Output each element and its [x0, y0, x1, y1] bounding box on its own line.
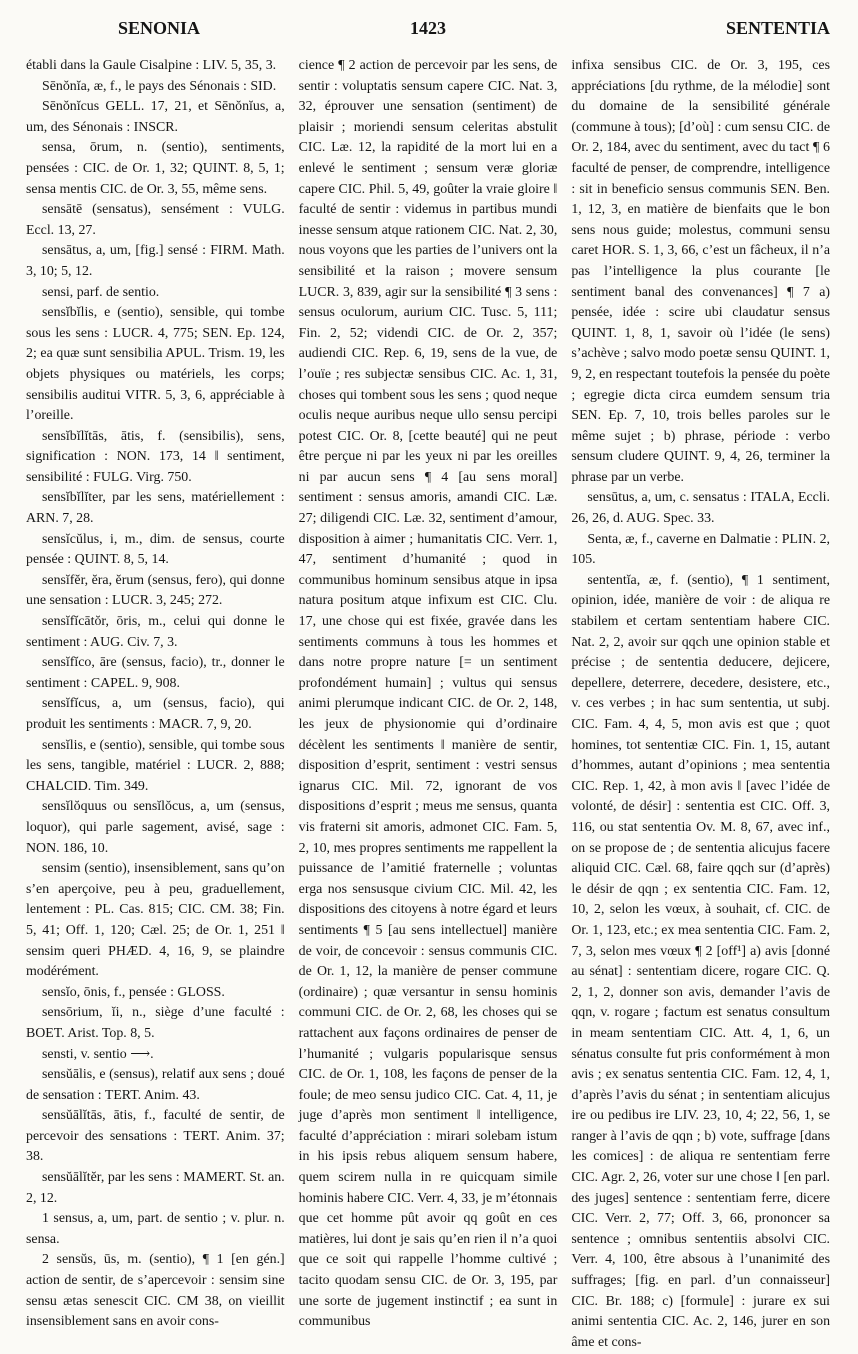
- page-header: [26, 18, 830, 48]
- dictionary-entry: sensti, v. sentio ⟶.: [42, 1046, 154, 1062]
- dictionary-entry: sensōrium, ĭi, n., siège d’une faculté : BOET. Arist. Top. 8, 5.: [26, 1005, 285, 1041]
- dictionary-entry: sensĭfĭcus, a, um (sensus, facio), qui produit les sentiments : MACR. 7, 9, 20.: [26, 696, 285, 732]
- column-left: [26, 56, 285, 1342]
- entry-continuation: établi dans la Gaule Cisalpine : LIV. 5, 35, 3.: [26, 58, 277, 73]
- dictionary-entry: sensi, parf. de sentio.: [42, 284, 160, 300]
- dictionary-entry: sensūtus, a, um, c. sensatus : ITALA, Eccli. 26, 26, d. AUG. Spec. 33.: [571, 490, 831, 527]
- dictionary-entry: Senta, æ, f., caverne en Dalmatie : PLIN. 2, 105.: [571, 531, 831, 568]
- dictionary-entry: sensātus, a, um, [fig.] sensé : FIRM. Math. 3, 10; 5, 12.: [26, 243, 285, 279]
- column-middle: [299, 56, 558, 1342]
- dictionary-entry: 2 sensŭs, ūs, m. (sentio), ¶ 1 [en gén.] action de sentir, de s’apercevoir : sensim sine sensu ætas senescit CIC. CM 38, on vieillit insensiblement sans en avoir cons-: [26, 1252, 285, 1330]
- dictionary-entry: sensa, ōrum, n. (sentio), sentiments, pensées : CIC. de Or. 1, 32; QUINT. 8, 5, 1; sensa mentis CIC. de Or. 3, 55, même sens.: [26, 140, 285, 197]
- dictionary-entry: sensĭcŭlus, i, m., dim. de sensus, courte pensée : QUINT. 8, 5, 14.: [26, 531, 285, 568]
- dictionary-entry: sensĭfĕr, ĕra, ĕrum (sensus, fero), qui donne une sensation : LUCR. 3, 245; 272.: [26, 572, 285, 609]
- dictionary-entry: 1 sensus, a, um, part. de sentio ; v. plur. n. sensa.: [26, 1211, 285, 1247]
- dictionary-entry: sensŭālĭtās, ātis, f., faculté de sentir, de percevoir des sensations : TERT. Anim. 37; 38.: [26, 1108, 285, 1165]
- dictionary-entry: Sēnŏnĭcus GELL. 17, 21, et Sēnŏnĭus, a, um, des Sénonais : INSCR.: [26, 99, 285, 135]
- entry-continuation: infixa sensibus CIC. de Or. 3, 195, ces appréciations [du rythme, de la mélodie] sont du domaine de la sensibilité générale (commune à tous); [d’où] : cum sensu CIC. de Or. 2, 184, avec du sentiment, avec du tact ¶ 6 faculté de penser, de comprendre, intelligence : sit in beneficio sensus communis SEN. Ben. 1, 12, 3, en matière de bienfaits que le bon sens nous guide; molestus, communi sensu caret HOR. S. 1, 3, 66, c’est un fâcheux, il n’a pas l’intelligence la plus courante [le sentiment banal des convenances] ¶ 7 a) pensée, idée : scire ubi claudatur sensus QUINT. 1, 8, 1, savoir où l’idée (le sens) s’achève ; salvo modo poetæ sensu QUINT. 1, 9, 2, en respectant toutefois la pensée du poète ; egregie dicta circa eumdem sensum tria SEN. Ep. 7, 10, trois belles paroles sur le même sujet ; b) phrase, période : verbo sensum cludere QUINT. 9, 4, 26, terminer la phrase par un verbe.: [571, 58, 831, 485]
- entry-continuation: cience ¶ 2 action de percevoir par les sens, de sentir : voluptatis sensum capere CIC. Nat. 3, 32, éprouver une sensation (sentiment) de plaisir ; moriendi sensum celeritas abstulit CIC. Læ. 12, la rapidité de la mort lui en a enlevé le sentiment ; sensum veræ gloriæ capere CIC. Phil. 5, 49, goûter la vraie gloire ‖ faculté de sentir : videmus in partibus mundi inesse sensum atque rationem CIC. Nat. 2, 30, nous voyons que les parties de l’univers ont la sensibilité et la raison ; movere sensum LUCR. 3, 839, agir sur la sensibilité ¶ 3 sens : sensus oculorum, aurium CIC. Tusc. 5, 111; Fin. 2, 52; videndi CIC. de Or. 2, 357; audiendi CIC. Rep. 6, 19, sens de la vue, de l’ouïe ; res subjectæ sensibus CIC. Ac. 1, 31, choses qui tombent sous les sens ; quod neque oculis neque auribus neque ullo sensu percipi potest CIC. Or. 8, [cette beauté] qui ne peut être perçue ni par les yeux ni par les oreilles ni par aucun sens ¶ 4 [au sens moral] sentiment : sensus amoris, amandi CIC. Læ. 27; diligendi CIC. Læ. 32, sentiment d’amour, disposition à aimer ; humanitatis CIC. Verr. 1, 47, sentiment d’humanité ; quod in communibus hominum sensibus atque in ipsa natura positum atque infixum est CIC. Clu. 17, une chose qui est fixée, gravée dans les sentiments communs à tous les hommes et dans notre propre nature [= un sentiment profondément humain] ; vultus qui sensus animi plerumque indicant CIC. de Or. 2, 148, les jeux de physionomie qui d’ordinaire décèlent les sentiments ‖ manière de sentir, disposition d’esprit, sentiment : vestri sensus ignarus CIC. Mil. 72, ignorant de vos dispositions d’esprit ; meus me sensus, quanta vis fraterni sit amoris, admonet CIC. Fam. 5, 2, 10, mes propres sentiments me rappellent la puissance de l’amitié fraternelle ; voluntas erga nos sensusque civium CIC. Mil. 42, les dispositions des citoyens à notre égard et leurs sentiments ¶ 5 [au sens intellectuel] manière de voir, de concevoir : sensus communis CIC. de Or. 1, 12, la manière de penser commune (ordinaire) ; quæ versantur in sensu hominis communi CIC. de Or. 2, 68, les choses qui se rattachent aux façons ordinaires de penser de l’humanité ; vulgaris popularisque sensus CIC. de Or. 1, 108, les façons de penser de la foule; de meo sensu judico CIC. Cat. 4, 11, je juge d’après mon sentiment ‖ intelligence, faculté d’appréciation : mirari solebam istum in his ipsis rebus aliquem sensum habere, quem scirem nulla in re quicquam simile hominis habere CIC. Verr. 4, 33, je m’étonnais que cet homme pût avoir qq goût en ces matières, lui dont je sais qu’en rien il n’a quoi que ce soit qui rappelle l’homme cultivé ; tacito quodam sensu CIC. de Or. 3, 195, par une sorte de jugement instinctif ; ea sunt in communibus: [298, 58, 558, 1330]
- dictionary-entry: sensĭfĭco, āre (sensus, facio), tr., donner le sentiment : CAPEL. 9, 908.: [26, 655, 285, 691]
- dictionary-entry: sensĭfĭcātŏr, ōris, m., celui qui donne le sentiment : AUG. Civ. 7, 3.: [26, 614, 285, 650]
- page-number: 1423: [410, 18, 446, 38]
- dictionary-entry: sensŭālis, e (sensus), relatif aux sens ; doué de sensation : TERT. Anim. 43.: [26, 1067, 285, 1103]
- dictionary-entry: sensim (sentio), insensiblement, sans qu’on s’en aperçoive, peu à peu, graduellement, lentement : PL. Cas. 815; CIC. CM. 38; Fin. 5, 41; Off. 1, 120; Cæl. 25; de Or. 1, 251 ‖ sensim queri PHÆD. 4, 16, 9, se plaindre modérément.: [26, 861, 285, 980]
- column-right: [571, 56, 831, 1350]
- header-last-entry: SENTENTIA: [725, 18, 830, 38]
- dictionary-entry: sensĭlis, e (sentio), sensible, qui tombe sous les sens, tangible, matériel : LUCR. 2, 888; CHALCID. Tim. 349.: [26, 737, 285, 794]
- dictionary-entry: sententĭa, æ, f. (sentio), ¶ 1 sentiment, opinion, idée, manière de voir : de aliqua re stabilem et certam sententiam habere CIC. Nat. 2, 2, avoir sur qqch une opinion stable et précise ; de sententia deducere, dejicere, depellere, deterrere, decedere, desistere, etc., v. ces verbes ; in hac sum sententia, ut subj. CIC. Fam. 4, 4, 5, mon avis est que ; quot homines, tot sententiæ CIC. Fin. 1, 15, autant d’hommes, autant d’opinions ; mea sententia CIC. Rep. 1, 42, à mon avis ‖ [avec l’idée de volonté, de désir] : sententia est CIC. Off. 3, 116, ou stat sententia Ov. M. 8, 67, avec inf., on se propose de ; de sententia alicujus facere aliquid CIC. Cæl. 68, faire qqch sur (d’après) le désir de qqn ; ex sententia CIC. Fam. 12, 10, 2, selon les vœux, à souhait, cf. CIC. de Or. 1, 123, etc.; ex mea sententia CIC. Fam. 2, 7, 3, selon mes vœux ¶ 2 [off¹] a) avis [donné au sénat] : sententiam dicere, rogare CIC. Q. 2, 1, 2, donner son avis, demander l’avis de qqn, v. rogare ; factum est senatus consultum in meam sententiam CIC. Att. 4, 1, 6, un sénatus consulte fut pris conformément à mon avis ; ex senatus sententia CIC. Fam. 12, 4, 1, d’après l’avis du sénat ; in sententiam alicujus ire ou pedibus ire LIV. 23, 10, 4; 22, 56, 1, se ranger à l’avis de qqn ; b) vote, suffrage [dans les comices] : de aliqua re sententiam ferre CIC. Agr. 2, 26, voter sur une chose ‖ [en parl. des juges] sentence : sententiam ferre, dicere CIC. Verr. 2, 77; Off. 3, 66, prononcer sa sentence ; omnibus sententiis absolvi CIC. Verr. 4, 100, être absous à l’unanimité des suffrages; [fig. en parl. d’un connaisseur] CIC. Br. 188; c) [formule] : jurare ex sui animi sententia CIC. Ac. 2, 146, jurer en son âme et cons-: [571, 572, 831, 1350]
- header-first-entry: SENONIA: [118, 18, 201, 38]
- dictionary-entry: sensĭo, ōnis, f., pensée : GLOSS.: [42, 984, 225, 1000]
- dictionary-entry: sensŭālĭtĕr, par les sens : MAMERT. St. an. 2, 12.: [26, 1170, 285, 1206]
- dictionary-entry: sensĭlŏquus ou sensĭlŏcus, a, um (sensus, loquor), qui parle sagement, avisé, sage : NON. 186, 10.: [26, 799, 285, 856]
- dictionary-entry: sensātē (sensatus), sensément : VULG. Eccl. 13, 27.: [26, 202, 285, 238]
- dictionary-entry: sensĭbĭlis, e (sentio), sensible, qui tombe sous les sens : LUCR. 4, 775; SEN. Ep. 124, 2; ea quæ sunt sensibilia APUL. Trism. 19, les objets physiques ou matériels, les corps; sensibilis auditui VITR. 5, 3, 6, appréciable à l’oreille.: [26, 305, 285, 424]
- dictionary-entry: sensĭbĭlĭtās, ātis, f. (sensibilis), sens, signification : NON. 173, 14 ‖ sentiment, sensibilité : FULG. Virg. 750.: [26, 428, 285, 485]
- dictionary-entry: Sēnŏnĭa, æ, f., le pays des Sénonais : SID.: [42, 78, 277, 94]
- columns: [26, 56, 831, 1350]
- dictionary-entry: sensĭbĭlĭter, par les sens, matériellement : ARN. 7, 28.: [26, 490, 285, 527]
